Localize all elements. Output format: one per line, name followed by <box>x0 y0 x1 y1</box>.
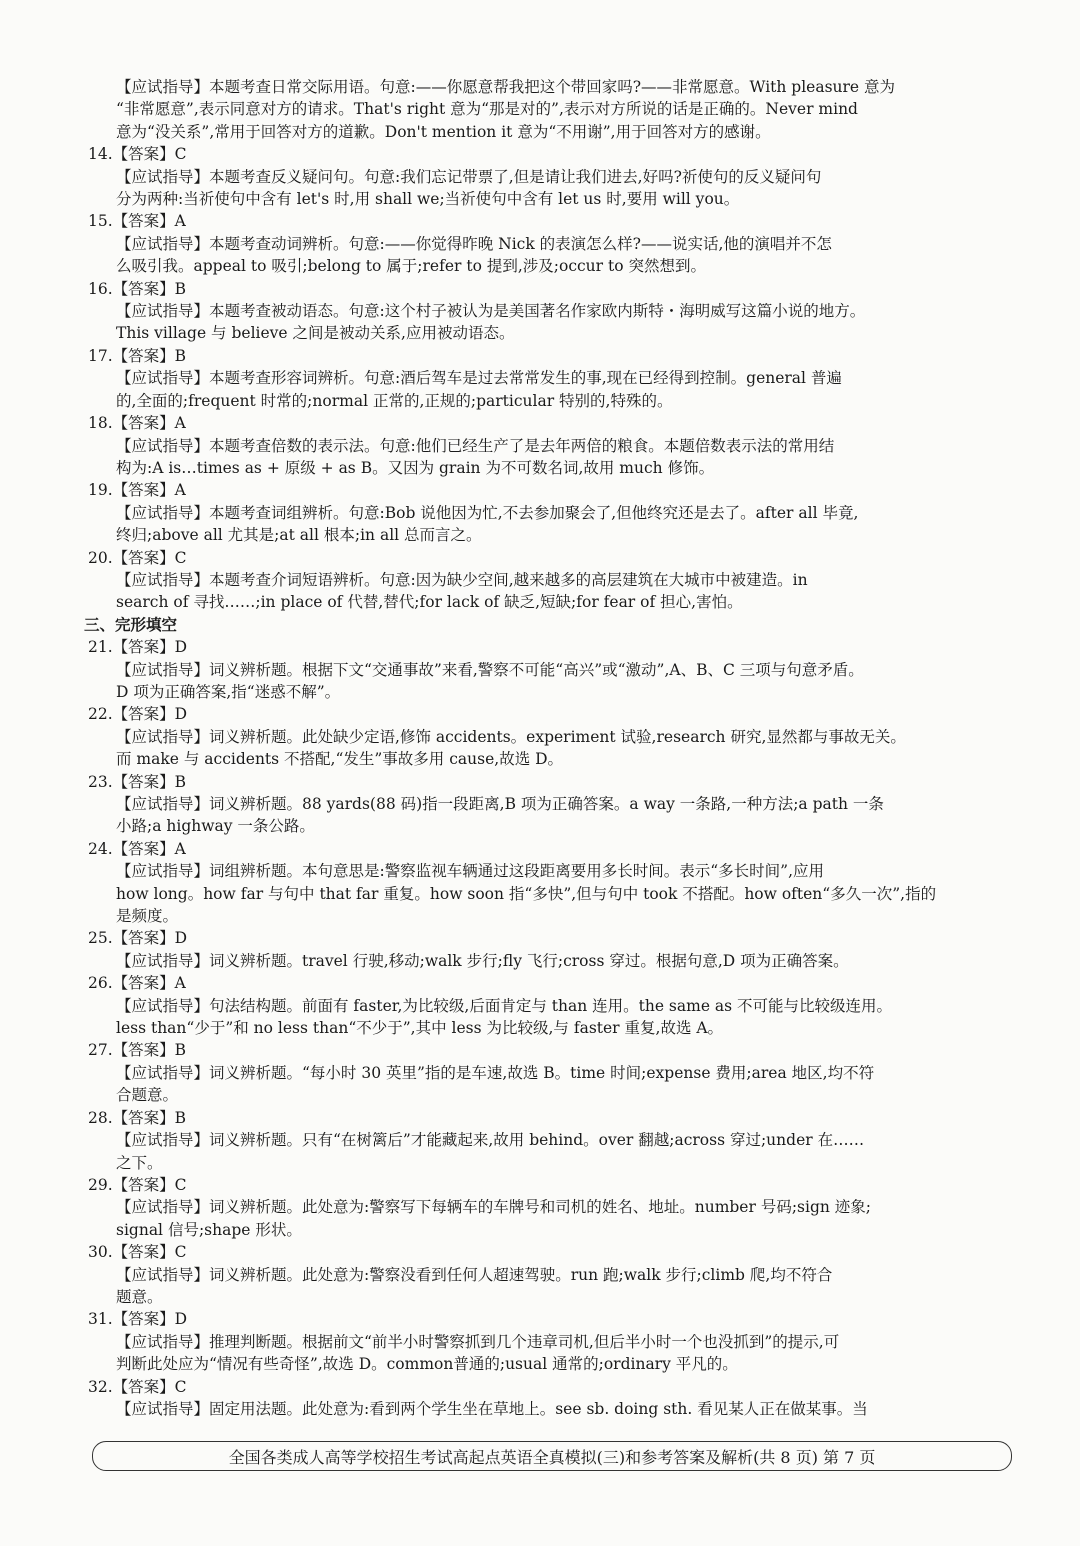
answer-line: 16.【答案】B <box>88 279 187 298</box>
explanation-line: 合题意。 <box>116 1086 179 1105</box>
answer-line: 26.【答案】A <box>88 974 186 993</box>
answer-line: 23.【答案】B <box>88 772 187 791</box>
explanation-line: signal 信号;shape 形状。 <box>116 1220 302 1239</box>
section-heading: 三、完形填空 <box>84 614 178 634</box>
explanation-line: 【应试指导】句法结构题。前面有 faster,为比较级,后面肯定与 than 连用。the same as 不可能与比较级连用。 <box>116 996 893 1015</box>
explanation-line: 【应试指导】词义辨析题。只有“在树篱后”才能藏起来,故用 behind。over 翻越;across 穿过;under 在…… <box>116 1131 865 1150</box>
answer-line: 20.【答案】C <box>88 548 187 567</box>
answer-line: 30.【答案】C <box>88 1243 187 1262</box>
answer-line: 17.【答案】B <box>88 346 187 365</box>
explanation-line: 【应试指导】本题考查被动语态。句意:这个村子被认为是美国著名作家欧内斯特・海明威写这篇小说的地方。 <box>116 302 866 321</box>
explanation-line: D 项为正确答案,指“迷惑不解”。 <box>116 682 341 701</box>
answer-line: 18.【答案】A <box>88 414 186 433</box>
explanation-line: 【应试指导】本题考查倍数的表示法。句意:他们已经生产了是去年两倍的粮食。本题倍数表示法的常用结 <box>116 436 835 455</box>
explanation-line: 小路;a highway 一条公路。 <box>116 817 315 836</box>
explanation-line: 【应试指导】词组辨析题。本句意思是:警察监视车辆通过这段距离要用多长时间。表示“多长时间”,应用 <box>116 862 825 881</box>
explanation-line: 【应试指导】词义辨析题。此处意为:警察写下每辆车的车牌号和司机的姓名、地址。number 号码;sign 迹象; <box>116 1198 872 1217</box>
explanation-line: 【应试指导】词义辨析题。根据下文“交通事故”来看,警察不可能“高兴”或“激动”,A、B、C 三项与句意矛盾。 <box>116 660 864 679</box>
explanation-line: 【应试指导】本题考查形容词辨析。句意:酒后驾车是过去常常发生的事,现在已经得到控制。general 普遍 <box>116 369 842 388</box>
explanation-line: 【应试指导】本题考查词组辨析。句意:Bob 说他因为忙,不去参加聚会了,但他终究还是去了。after all 毕竟, <box>116 503 859 522</box>
answer-explanations <box>84 76 1020 1420</box>
explanation-line: 【应试指导】本题考查介词短语辨析。句意:因为缺少空间,越来越多的高层建筑在大城市中被建造。in <box>116 570 808 589</box>
explanation-line: 【应试指导】推理判断题。根据前文“前半小时警察抓到几个违章司机,但后半小时一个也没抓到”的提示,可 <box>116 1332 840 1351</box>
explanation-line: 终归;above all 尤其是;at all 根本;in all 总而言之。 <box>116 526 482 545</box>
answer-line: 14.【答案】C <box>88 145 187 164</box>
explanation-line: 题意。 <box>116 1287 163 1306</box>
explanation-line: 【应试指导】词义辨析题。travel 行驶,移动;walk 步行;fly 飞行;cross 穿过。根据句意,D 项为正确答案。 <box>116 951 849 970</box>
answer-line: 21.【答案】D <box>88 638 188 657</box>
explanation-line: 【应试指导】本题考查反义疑问句。句意:我们忘记带票了,但是请让我们进去,好吗?祈使句的反义疑问句 <box>116 167 822 186</box>
answer-line: 32.【答案】C <box>88 1377 187 1396</box>
explanation-line: 意为“没关系”,常用于回答对方的道歉。Don't mention it 意为“不用谢”,用于回答对方的感谢。 <box>116 122 771 141</box>
answer-line: 25.【答案】D <box>88 929 188 948</box>
answer-line: 15.【答案】A <box>88 212 186 231</box>
answer-line: 22.【答案】D <box>88 705 188 724</box>
explanation-line: “非常愿意”,表示同意对方的请求。That's right 意为“那是对的”,表示对方所说的话是正确的。Never mind <box>116 100 858 119</box>
answer-line: 27.【答案】B <box>88 1041 187 1060</box>
answer-line: 28.【答案】B <box>88 1108 187 1127</box>
page-footer <box>92 1441 1012 1471</box>
explanation-line: 是频度。 <box>116 907 179 926</box>
answer-line: 24.【答案】A <box>88 839 186 858</box>
explanation-line: This village 与 believe 之间是被动关系,应用被动语态。 <box>116 324 515 343</box>
footer-text: 全国各类成人高等学校招生考试高起点英语全真模拟(三)和参考答案及解析(共 8 页) 第 7 页 <box>228 1447 876 1467</box>
explanation-line: search of 寻找……;in place of 代替,替代;for lack of 缺乏,短缺;for fear of 担心,害怕。 <box>116 593 743 612</box>
explanation-line: 而 make 与 accidents 不搭配,“发生”事故多用 cause,故选 D。 <box>116 750 564 769</box>
explanation-line: 【应试指导】固定用法题。此处意为:看到两个学生坐在草地上。see sb. doing sth. 看见某人正在做某事。当 <box>116 1399 868 1418</box>
explanation-line: 之下。 <box>116 1153 163 1172</box>
explanation-line: 的,全面的;frequent 时常的;normal 正常的,正规的;particular 特别的,特殊的。 <box>116 391 673 410</box>
answer-line: 31.【答案】D <box>88 1310 188 1329</box>
answer-line: 19.【答案】A <box>88 481 186 500</box>
explanation-line: 么吸引我。appeal to 吸引;belong to 属于;refer to 提到,涉及;occur to 突然想到。 <box>116 257 706 276</box>
explanation-line: 构为:A is…times as + 原级 + as B。又因为 grain 为不可数名词,故用 much 修饰。 <box>116 458 715 477</box>
answer-line: 29.【答案】C <box>88 1175 187 1194</box>
explanation-line: 【应试指导】词义辨析题。此处意为:警察没看到任何人超速驾驶。run 跑;walk 步行;climb 爬,均不符合 <box>116 1265 833 1284</box>
explanation-line: 【应试指导】本题考查动词辨析。句意:——你觉得昨晚 Nick 的表演怎么样?——说实话,他的演唱并不怎 <box>116 234 832 253</box>
explanation-line: how long。how far 与句中 that far 重复。how soon 指“多快”,但与句中 took 不搭配。how often“多久一次”,指的 <box>116 884 937 903</box>
explanation-line: 【应试指导】词义辨析题。此处缺少定语,修饰 accidents。experiment 试验,research 研究,显然都与事故无关。 <box>116 727 906 746</box>
explanation-line: 【应试指导】本题考查日常交际用语。句意:——你愿意帮我把这个带回家吗?——非常愿意。With pleasure 意为 <box>116 78 896 96</box>
explanation-line: 【应试指导】词义辨析题。88 yards(88 码)指一段距离,B 项为正确答案。a way 一条路,一种方法;a path 一条 <box>116 795 884 813</box>
explanation-line: less than“少于”和 no less than“不少于”,其中 less 为比较级,与 faster 重复,故选 A。 <box>116 1019 724 1038</box>
explanation-line: 判断此处应为“情况有些奇怪”,故选 D。common普通的;usual 通常的;ordinary 平凡的。 <box>116 1355 738 1374</box>
explanation-line: 分为两种:当祈使句中含有 let's 时,用 shall we;当祈使句中含有 let us 时,要用 will you。 <box>116 190 740 209</box>
explanation-line: 【应试指导】词义辨析题。“每小时 30 英里”指的是车速,故选 B。time 时间;expense 费用;area 地区,均不符 <box>116 1063 875 1082</box>
